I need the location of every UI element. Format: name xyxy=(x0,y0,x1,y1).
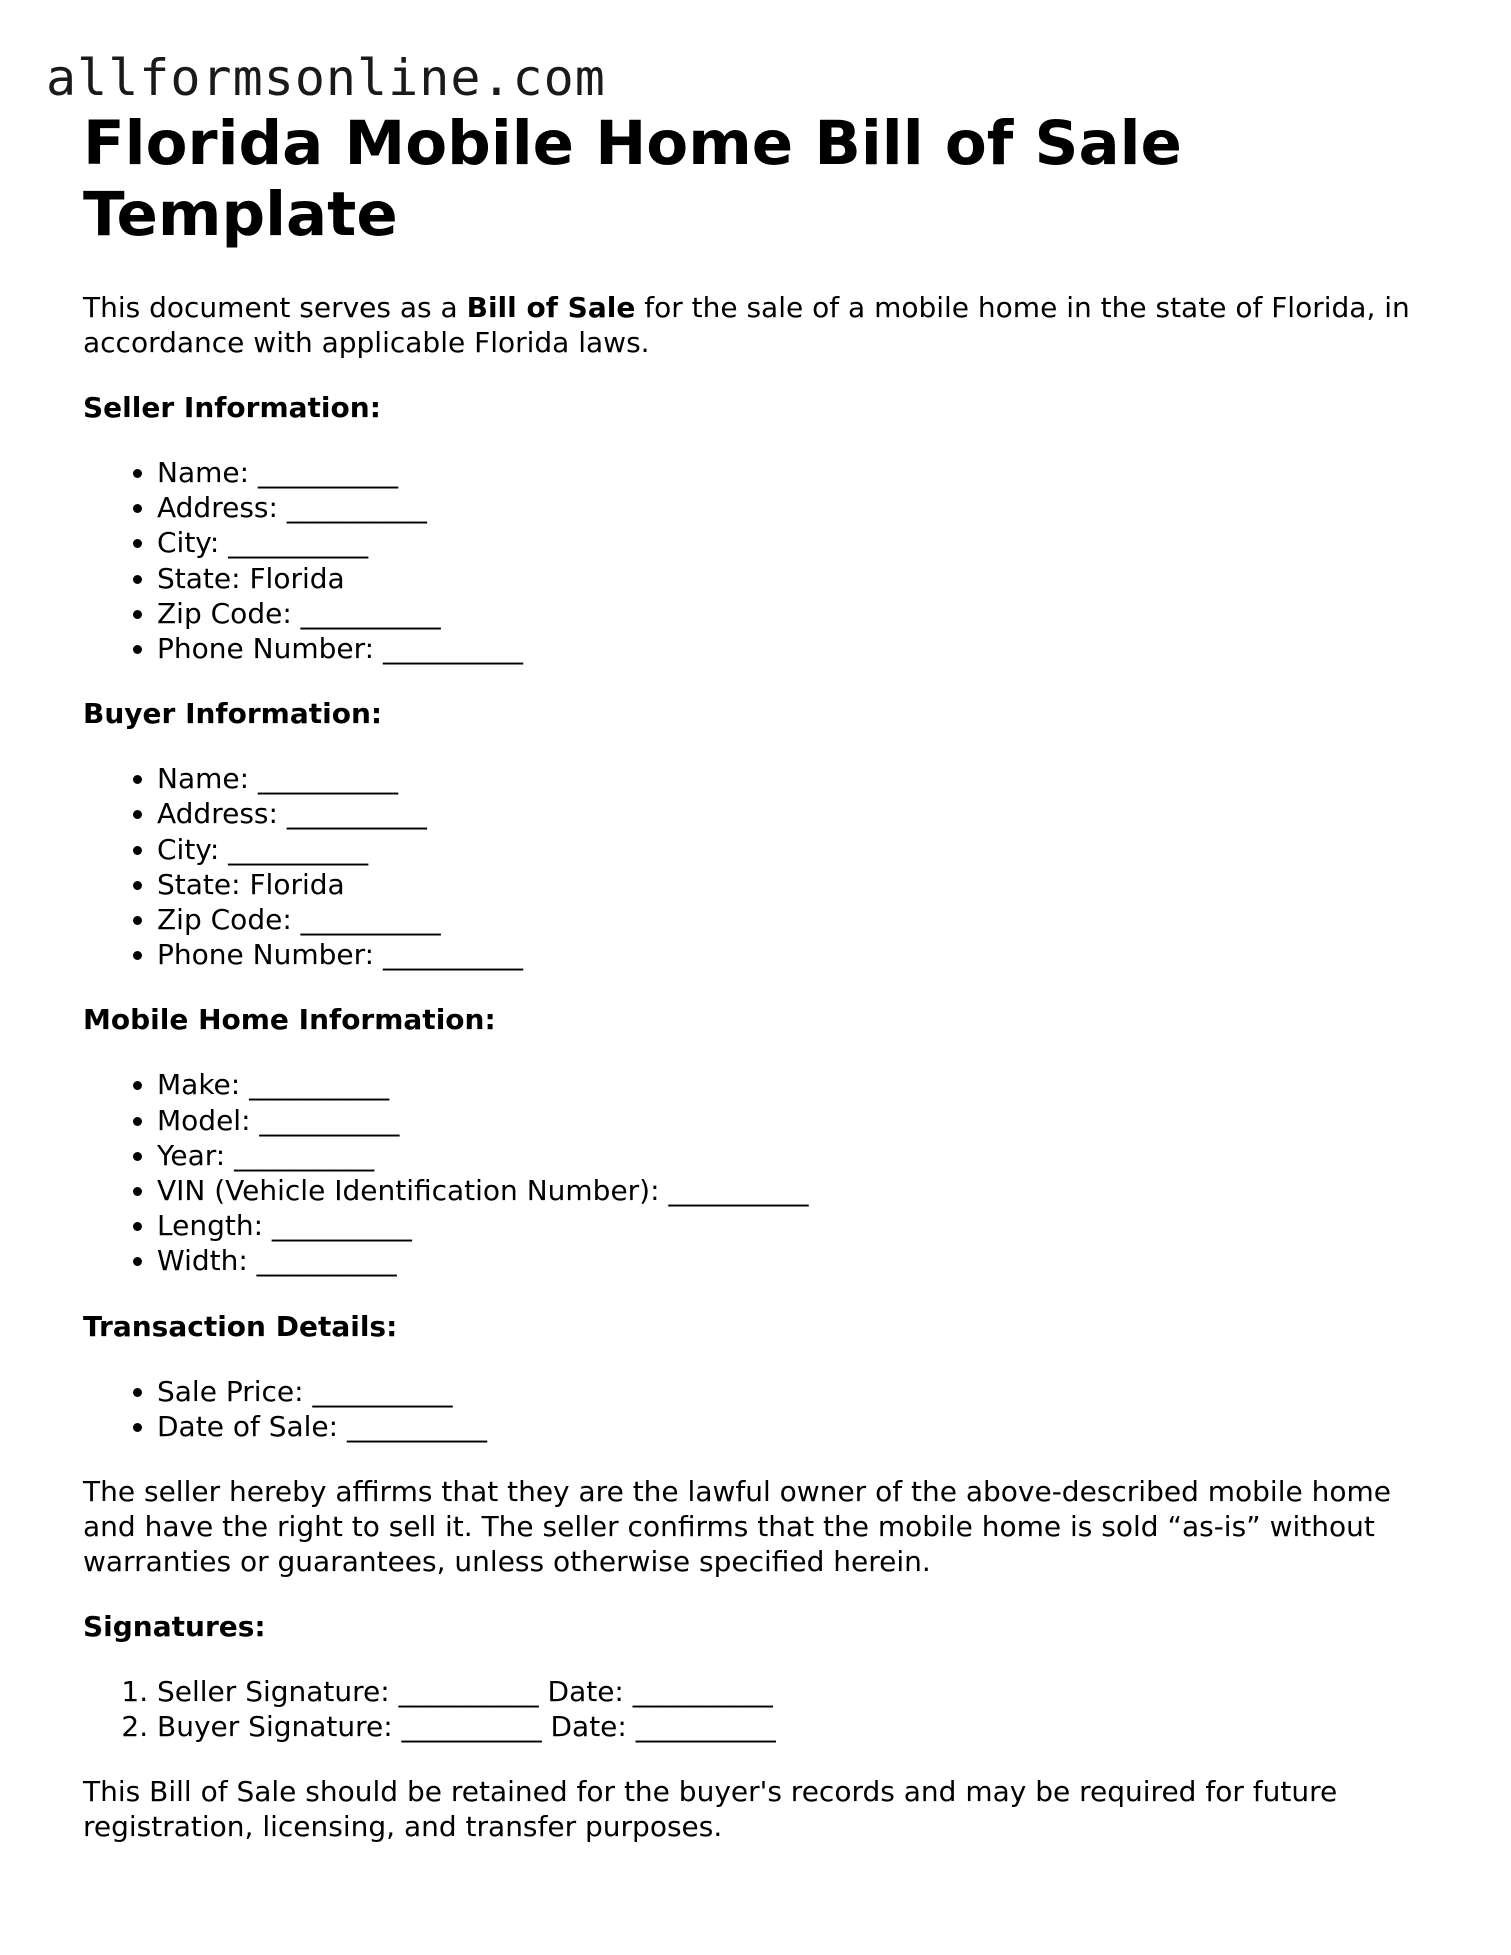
affirmation-paragraph: The seller hereby affirms that they are the lawful owner of the above-described mobile home and have the right to sell it. The seller confirms that the mobile home is sold “as-is” without warranties or guarantees, unless otherwise specified herein. xyxy=(83,1475,1391,1579)
mobile-home-info-list xyxy=(83,1067,1443,1278)
buyer-city-item: • City: __________ xyxy=(157,832,1443,867)
make-item: • Make: __________ xyxy=(157,1067,1443,1102)
year-item: • Year: __________ xyxy=(157,1138,1443,1173)
buyer-state-item: • State: Florida xyxy=(157,867,1443,902)
watermark: allformsonline.com xyxy=(46,49,606,107)
seller-section-heading: Seller Information: xyxy=(83,391,381,424)
vin-item: • VIN (Vehicle Identification Number): __________ xyxy=(157,1173,1443,1208)
seller-signature-item: 1. Seller Signature: __________ Date: __________ xyxy=(157,1674,1443,1709)
length-item: • Length: __________ xyxy=(157,1208,1443,1243)
buyer-info-list xyxy=(83,761,1443,972)
buyer-zip-item: • Zip Code: __________ xyxy=(157,902,1443,937)
transaction-section-heading: Transaction Details: xyxy=(83,1309,398,1343)
intro-paragraph xyxy=(83,290,1443,360)
intro-text-end: for the sale of a mobile home in the state of Florida, in accordance with applicable Florida laws. xyxy=(83,291,1410,359)
intro-bold-term: Bill of Sale xyxy=(466,291,636,324)
width-item: • Width: __________ xyxy=(157,1243,1443,1278)
buyer-signature-item: 2. Buyer Signature: __________ Date: __________ xyxy=(157,1709,1443,1744)
page-title: Florida Mobile Home Bill of Sale Template xyxy=(83,108,1182,250)
seller-name-item: • Name: __________ xyxy=(157,455,1443,490)
closing-paragraph: This Bill of Sale should be retained for the buyer's records and may be required for future registration, licensing, and transfer purposes. xyxy=(83,1775,1338,1844)
seller-state-item: • State: Florida xyxy=(157,561,1443,596)
seller-zip-item: • Zip Code: __________ xyxy=(157,596,1443,631)
sale-price-item: • Sale Price: __________ xyxy=(157,1374,1443,1409)
seller-city-item: • City: __________ xyxy=(157,525,1443,560)
seller-address-item: • Address: __________ xyxy=(157,490,1443,525)
seller-phone-item: • Phone Number: __________ xyxy=(157,631,1443,666)
intro-text-start: This document serves as a xyxy=(83,291,467,324)
buyer-name-item: • Name: __________ xyxy=(157,761,1443,796)
mobile-home-section-heading: Mobile Home Information: xyxy=(83,1003,496,1037)
model-item: • Model: __________ xyxy=(157,1103,1443,1138)
buyer-address-item: • Address: __________ xyxy=(157,796,1443,831)
signatures-list xyxy=(83,1674,1443,1744)
buyer-phone-item: • Phone Number: __________ xyxy=(157,937,1443,972)
document-body xyxy=(83,108,1443,1844)
seller-info-list xyxy=(83,455,1443,666)
date-of-sale-item: • Date of Sale: __________ xyxy=(157,1409,1443,1444)
buyer-section-heading: Buyer Information: xyxy=(83,697,383,731)
signatures-section-heading: Signatures: xyxy=(83,1610,266,1644)
transaction-list xyxy=(83,1374,1443,1444)
